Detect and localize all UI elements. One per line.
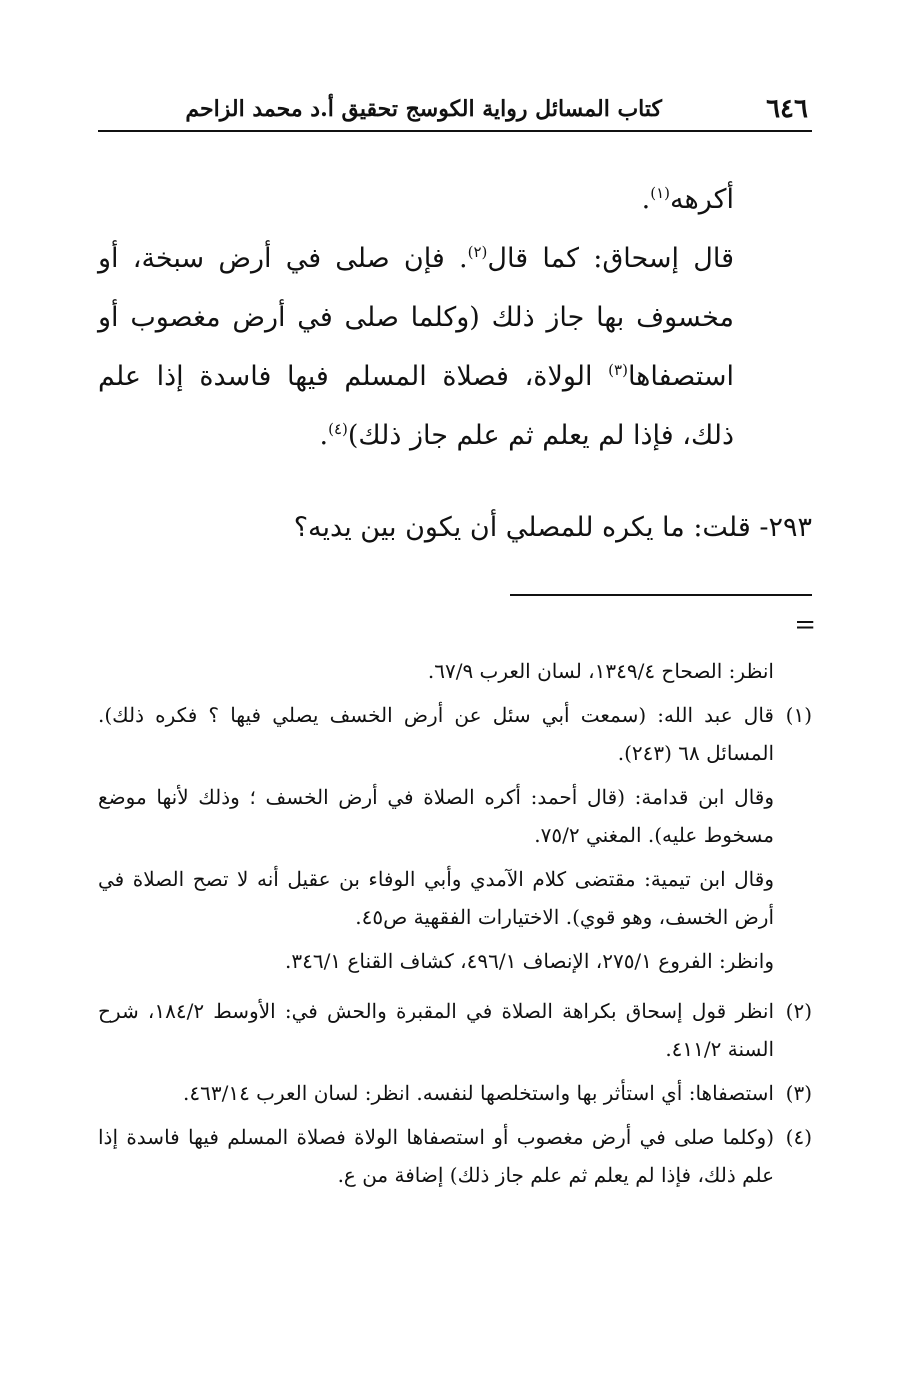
footnote-3-number: (٣) [785,1081,812,1105]
paragraph-2 [98,229,734,465]
paragraph-1-text: أكرهه [670,184,734,215]
footnote-4-text: (وكلما صلى في أرض مغصوب أو استصفاها الولاة فصلاة المسلم فيها فاسدة إذا علم ذلك، فإذا لم يعلم ثم علم جاز ذلك) إضافة من ع. [98,1125,774,1187]
footnote-1-para-4: وانظر: الفروع ٢٧٥/١، الإنصاف ٤٩٦/١، كشاف القناع ٣٤٦/١. [284,949,774,973]
footnote-1-para-2: وقال ابن قدامة: (قال أحمد: أكره الصلاة في أرض الخسف ؛ وذلك لأنها موضع مسخوط عليه). المغني ٧٥/٢. [98,785,774,847]
footnote-3 [98,1074,812,1112]
footnote-4-number: (٤) [785,1125,812,1149]
footnote-1-body [98,696,774,986]
paragraph-2-end: . [319,420,329,451]
footnote-1-para-3: وقال ابن تيمية: مقتضى كلام الآمدي وأبي الوفاء بن عقيل أنه لا تصح الصلاة في أرض الخسف، وهو قوي). الاختيارات الفقهية ص٤٥. [98,867,774,929]
footnote-1-para-1: قال عبد الله: (سمعت أبي سئل عن أرض الخسف يصلي فيها ؟ فكره ذلك). المسائل ٦٨ (٢٤٣). [98,703,774,765]
footnote-continuation: انظر: الصحاح ١٣٤٩/٤، لسان العرب ٦٧/٩. [427,659,774,683]
footnote-4 [98,1118,812,1194]
running-title: كتاب المسائل رواية الكوسج تحقيق أ.د محمد الزاحم [185,96,662,122]
footnote-separator [510,594,812,596]
footnote-2 [98,992,812,1068]
footnote-ref-3: (٣) [608,361,628,379]
continuation-mark: = [794,610,816,640]
paragraph-2-text-b: . فإن صلى في أرض سبخة، أو مخسوف بها جاز ذلك (وكلما صلى في أرض مغصوب أو استصفاها [98,243,734,392]
paragraph-1-end: . [641,184,651,215]
footnote-1-number: (١) [785,703,812,727]
page-header [98,92,812,132]
paragraph-2-text-a: قال إسحاق: كما قال [487,243,734,274]
footnote-ref-1: (١) [650,184,671,202]
paragraph-1 [98,170,734,229]
footnote-2-text: انظر قول إسحاق بكراهة الصلاة في المقبرة والحش في: الأوسط ١٨٤/٢، شرح السنة ٤١١/٢. [98,999,775,1061]
footnote-ref-2: (٢) [467,243,488,261]
footnote-3-text: استصفاها: أي استأثر بها واستخلصها لنفسه. انظر: لسان العرب ٤٦٣/١٤. [183,1081,774,1105]
footnote-2-number: (٢) [785,999,812,1023]
footnote-ref-4: (٤) [328,420,348,438]
footnotes [98,652,812,1200]
page-number: ٦٤٦ [766,94,808,124]
main-text [98,170,734,465]
question-293: ٢٩٣- قلت: ما يكره للمصلي أن يكون بين يديه؟ [293,512,812,543]
footnote-1 [98,696,812,986]
paragraph-2-text-c: الولاة، فصلاة المسلم فيها فاسدة إذا علم ذلك، فإذا لم يعلم ثم علم جاز ذلك) [98,361,734,451]
